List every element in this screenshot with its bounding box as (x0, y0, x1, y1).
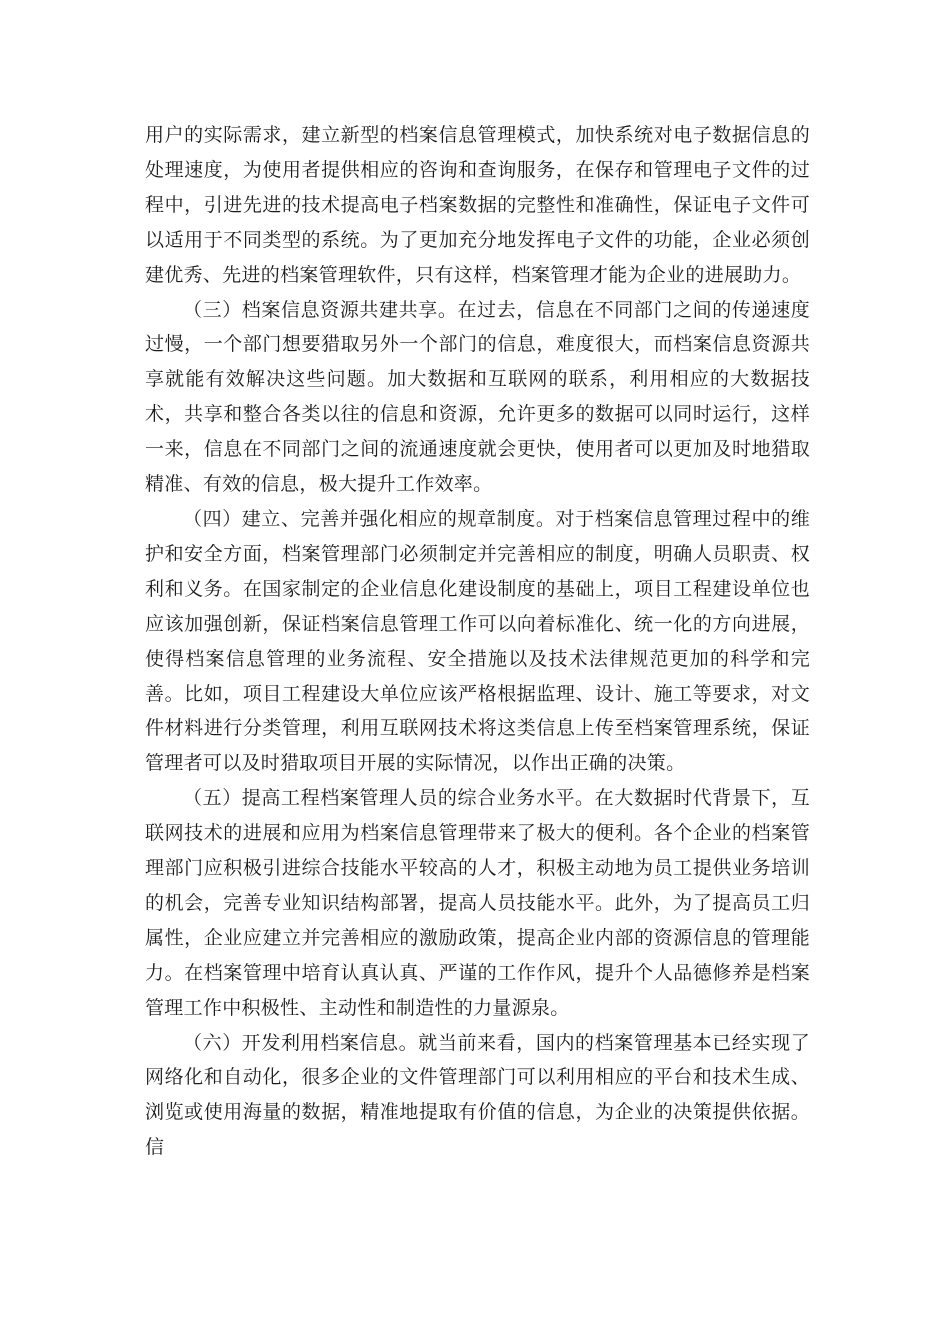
paragraph-continued: 用户的实际需求，建立新型的档案信息管理模式，加快系统对电子数据信息的处理速度，为使用者提供相应的咨询和查询服务，在保存和管理电子文件的过程中，引进先进的技术提高电子档案数据的完整性和准确性，保证电子文件可以适用于不同类型的系统。为了更加充分地发挥电子文件的功能，企业必须创建优秀、先进的档案管理软件，只有这样，档案管理才能为企业的进展助力。 (145, 124, 810, 286)
paragraph-section-4: （四）建立、完善并强化相应的规章制度。对于档案信息管理过程中的维护和安全方面，档案管理部门必须制定并完善相应的制度，明确人员职责、权利和义务。在国家制定的企业信息化建设制度的基础上，项目工程建设单位也应该加强创新，保证档案信息管理工作可以向着标准化、统一化的方向进展，使得档案信息管理的业务流程、安全措施以及技术法律规范更加的科学和完善。比如，项目工程建设大单位应该严格根据监理、设计、施工等要求，对文件材料进行分类管理，利用互联网技术将这类信息上传至档案管理系统，保证管理者可以及时猎取项目开展的实际情况，以作出正确的决策。 (145, 507, 810, 775)
paragraph-section-3: （三）档案信息资源共建共享。在过去，信息在不同部门之间的传递速度过慢，一个部门想要猎取另外一个部门的信息，难度很大，而档案信息资源共享就能有效解决这些问题。加大数据和互联网的联系，利用相应的大数据技术，共享和整合各类以往的信息和资源，允许更多的数据可以同时运行，这样一来，信息在不同部门之间的流通速度就会更快，使用者可以更加及时地猎取精准、有效的信息，极大提升工作效率。 (145, 298, 810, 496)
document-body (145, 118, 810, 1165)
paragraph-section-6: （六）开发利用档案信息。就当前来看，国内的档案管理基本已经实现了网络化和自动化，很多企业的文件管理部门可以利用相应的平台和技术生成、浏览或使用海量的数据，精准地提取有价值的信息，为企业的决策提供依据。信 (145, 1031, 810, 1159)
paragraph-section-5: （五）提高工程档案管理人员的综合业务水平。在大数据时代背景下，互联网技术的进展和应用为档案信息管理带来了极大的便利。各个企业的档案管理部门应积极引进综合技能水平较高的人才，积极主动地为员工提供业务培训的机会，完善专业知识结构部署，提高人员技能水平。此外，为了提高员工归属性，企业应建立并完善相应的激励政策，提高企业内部的资源信息的管理能力。在档案管理中培育认真认真、严谨的工作作风，提升个人品德修养是档案管理工作中积极性、主动性和制造性的力量源泉。 (145, 787, 810, 1019)
